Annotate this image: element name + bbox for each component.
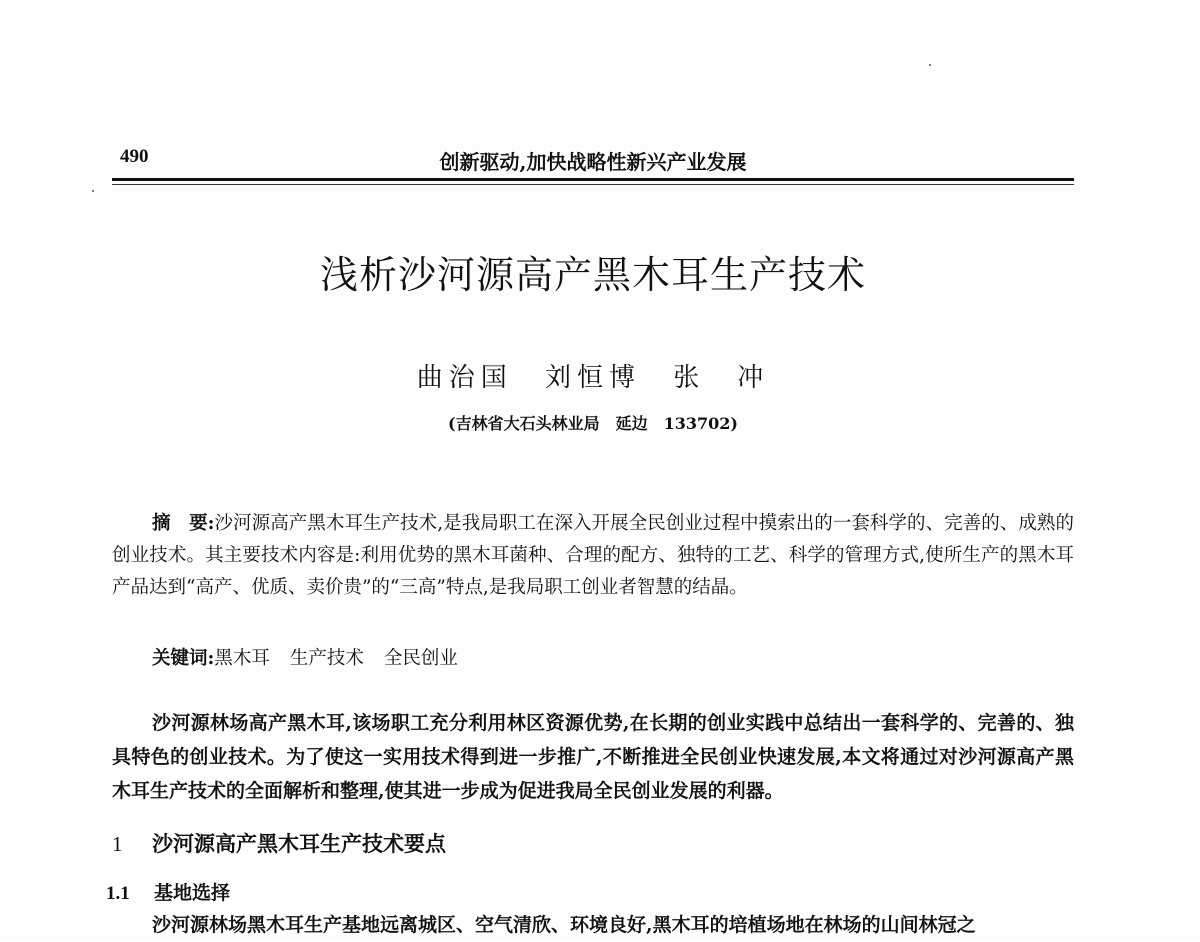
journal-title: 创新驱动,加快战略性新兴产业发展 (439, 150, 747, 174)
subsection-heading (106, 878, 230, 905)
author-name: 张 冲 (673, 363, 770, 393)
header-rule-thick (112, 178, 1074, 181)
keywords (152, 644, 478, 670)
section-number: 1 (112, 832, 123, 856)
abstract-label: 摘 要: (152, 513, 215, 534)
author-list (0, 357, 1186, 394)
keyword: 全民创业 (383, 648, 458, 669)
running-header (112, 146, 1074, 176)
abstract (112, 508, 1074, 604)
abstract-text: 沙河源高产黑木耳生产技术,是我局职工在深入开展全民创业过程中摸索出的一套科学的、完善的、成熟的创业技术。其主要技术内容是:利用优势的黑木耳菌种、合理的配方、独特的工艺、科学的管理方式,使所生产的黑木耳产品达到“高产、优质、卖价贵”的“三高”特点,是我局职工创业者智慧的结晶。 (112, 513, 1074, 598)
subsection-number: 1.1 (106, 883, 130, 904)
header-rule-thin (112, 184, 1074, 185)
section-title: 沙河源高产黑木耳生产技术要点 (152, 831, 446, 856)
intro-paragraph: 沙河源林场高产黑木耳,该场职工充分利用林区资源优势,在长期的创业实践中总结出一套科学的、完善的、独具特色的创业技术。为了使这一实用技术得到进一步推广,不断推进全民创业快速发展,本文将通过对沙河源高产黑木耳生产技术的全面解析和整理,使其进一步成为促进我局全民创业发展的利器。 (112, 712, 1074, 802)
keywords-label: 关键词: (152, 648, 215, 669)
scan-speck (92, 190, 94, 192)
keyword: 生产技术 (289, 648, 364, 669)
section-heading (112, 828, 446, 858)
page-number: 490 (120, 146, 149, 167)
author-name: 曲治国 (416, 363, 513, 393)
subsection-title: 基地选择 (154, 882, 231, 904)
body-paragraph: 沙河源林场黑木耳生产基地远离城区、空气清欣、环境良好,黑木耳的培植场地在林场的山间林冠之 (152, 914, 976, 936)
keyword: 黑木耳 (214, 648, 270, 669)
author-name: 刘恒博 (544, 363, 641, 393)
article-title: 浅析沙河源高产黑木耳生产技术 (319, 253, 866, 297)
author-affiliation: (吉林省大石头林业局 延边 133702) (448, 414, 738, 433)
scan-speck (929, 64, 931, 66)
